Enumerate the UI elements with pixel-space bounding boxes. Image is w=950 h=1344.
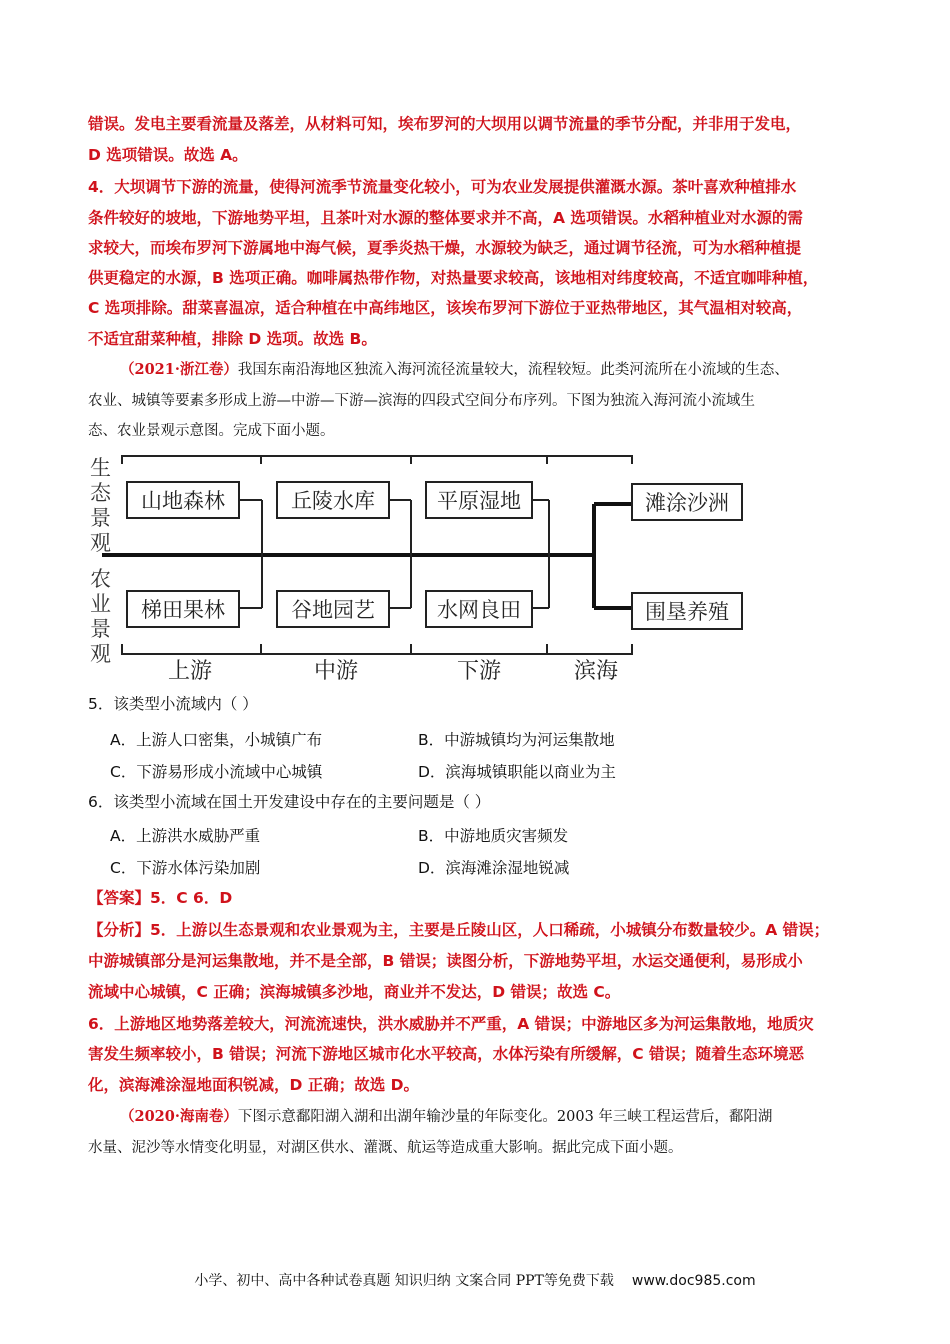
q5-option-c: C．下游易形成小流域中心城镇 — [110, 763, 323, 781]
page-footer — [0, 1270, 950, 1290]
q6-option-d: D．滨海滩涂湿地锐减 — [418, 859, 570, 877]
question-5-stem: 5．该类型小流域内（ ） — [88, 695, 258, 713]
q6-option-a: A．上游洪水威胁严重 — [110, 827, 261, 845]
agri-label-char: 观 — [90, 642, 111, 666]
eco-label-char: 生 — [90, 456, 111, 480]
q5-option-b: B．中游城镇均为河运集散地 — [418, 731, 615, 749]
source-tag: （2020·海南卷） — [120, 1108, 238, 1125]
analysis-line: 供更稳定的水源，B 选项正确。咖啡属热带作物，对热量要求较高，该地相对纬度较高，不适宜咖啡种植， — [88, 269, 819, 287]
source-tag: （2021·浙江卷） — [120, 361, 238, 378]
analysis-line: 4．大坝调节下游的流量，使得河流季节流量变化较小，可为农业发展提供灌溉水源。茶叶喜欢种植排水 — [88, 178, 797, 196]
eco-label-char: 态 — [90, 481, 111, 505]
intro-2021-line2: 农业、城镇等要素多形成上游—中游—下游—滨海的四段式空间分布序列。下图为独流入海河流小流域生 — [88, 393, 755, 409]
q5-option-d: D．滨海城镇职能以商业为主 — [418, 763, 616, 781]
intro-2021-line1 — [120, 360, 880, 380]
agri-box-label: 水网良田 — [437, 598, 521, 622]
eco-label-char: 观 — [90, 531, 111, 555]
footer-text: 小学、初中、高中各种试卷真题 知识归纳 文案合同 PPT等免费下载 — [194, 1273, 614, 1289]
analysis-line: 害发生频率较小，B 错误；河流下游地区城市化水平较高，水体污染有所缓解，C 错误；随着生态环境恶 — [88, 1045, 804, 1063]
analysis-line: 求较大，而埃布罗河下游属地中海气候，夏季炎热干燥，水源较为缺乏，通过调节径流，可为水稻种植提 — [88, 239, 802, 257]
intro-2020-line1 — [120, 1107, 880, 1127]
analysis-line: 化，滨海滩涂湿地面积锐减，D 正确；故选 D。 — [88, 1076, 420, 1094]
intro-text: 下图示意鄱阳湖入湖和出湖年输沙量的年际变化。2003 年三峡工程运营后，鄱阳湖 — [237, 1109, 773, 1125]
analysis-line: D 选项错误。故选 A。 — [88, 146, 248, 164]
eco-box-label: 滩涂沙洲 — [645, 491, 729, 515]
agri-box-label: 围垦养殖 — [645, 600, 729, 624]
q6-option-b: B．中游地质灾害频发 — [418, 827, 569, 845]
answer-line: 【答案】5．C 6．D — [88, 889, 233, 907]
analysis-line: 不适宜甜菜种植，排除 D 选项。故选 B。 — [88, 330, 377, 348]
analysis-line: 错误。发电主要看流量及落差，从材料可知，埃布罗河的大坝用以调节流量的季节分配，并非用于发电， — [88, 115, 802, 133]
analysis-line: 条件较好的坡地，下游地势平坦，且茶叶对水源的整体要求并不高，A 选项错误。水稻种植业对水源的需 — [88, 209, 803, 227]
section-label: 上游 — [167, 659, 213, 684]
section-label: 下游 — [456, 659, 502, 684]
analysis-line: 【分析】5．上游以生态景观和农业景观为主，主要是丘陵山区，人口稀疏，小城镇分布数量较少。A 错误； — [88, 921, 830, 939]
q5-option-a: A．上游人口密集，小城镇广布 — [110, 731, 323, 749]
eco-label-char: 景 — [90, 506, 111, 530]
agri-label-char: 业 — [90, 592, 111, 616]
analysis-line: 6．上游地区地势落差较大，河流流速快，洪水威胁并不严重，A 错误；中游地区多为河运集散地，地质灾 — [88, 1015, 814, 1033]
question-6-stem: 6．该类型小流域在国土开发建设中存在的主要问题是（ ） — [88, 793, 491, 811]
section-label: 中游 — [313, 659, 359, 684]
q6-option-c: C．下游水体污染加剧 — [110, 859, 261, 877]
analysis-line: C 选项排除。甜菜喜温凉，适合种植在中高纬地区，该埃布罗河下游位于亚热带地区，其气温相对较高， — [88, 299, 803, 317]
landscape-diagram — [84, 448, 764, 688]
agri-label-char: 农 — [90, 567, 111, 591]
section-label: 滨海 — [573, 659, 619, 684]
analysis-line: 流域中心城镇，C 正确；滨海城镇多沙地，商业并不发达，D 错误；故选 C。 — [88, 983, 621, 1001]
eco-box-label: 平原湿地 — [437, 489, 521, 513]
analysis-line: 中游城镇部分是河运集散地，并不是全部，B 错误；读图分析，下游地势平坦，水运交通便利，易形成小 — [88, 952, 803, 970]
intro-text: 我国东南沿海地区独流入海河流径流量较大，流程较短。此类河流所在小流域的生态、 — [237, 362, 789, 378]
agri-box-label: 谷地园艺 — [291, 598, 375, 622]
eco-box-label: 丘陵水库 — [291, 489, 375, 513]
agri-label-char: 景 — [90, 617, 111, 641]
intro-2020-line2: 水量、泥沙等水情变化明显，对湖区供水、灌溉、航运等造成重大影响。据此完成下面小题。 — [88, 1140, 683, 1156]
footer-link[interactable]: www.doc985.com — [631, 1273, 756, 1289]
intro-2021-line3: 态、农业景观示意图。完成下面小题。 — [88, 423, 335, 439]
eco-box-label: 山地森林 — [141, 489, 225, 513]
agri-box-label: 梯田果林 — [141, 598, 225, 622]
